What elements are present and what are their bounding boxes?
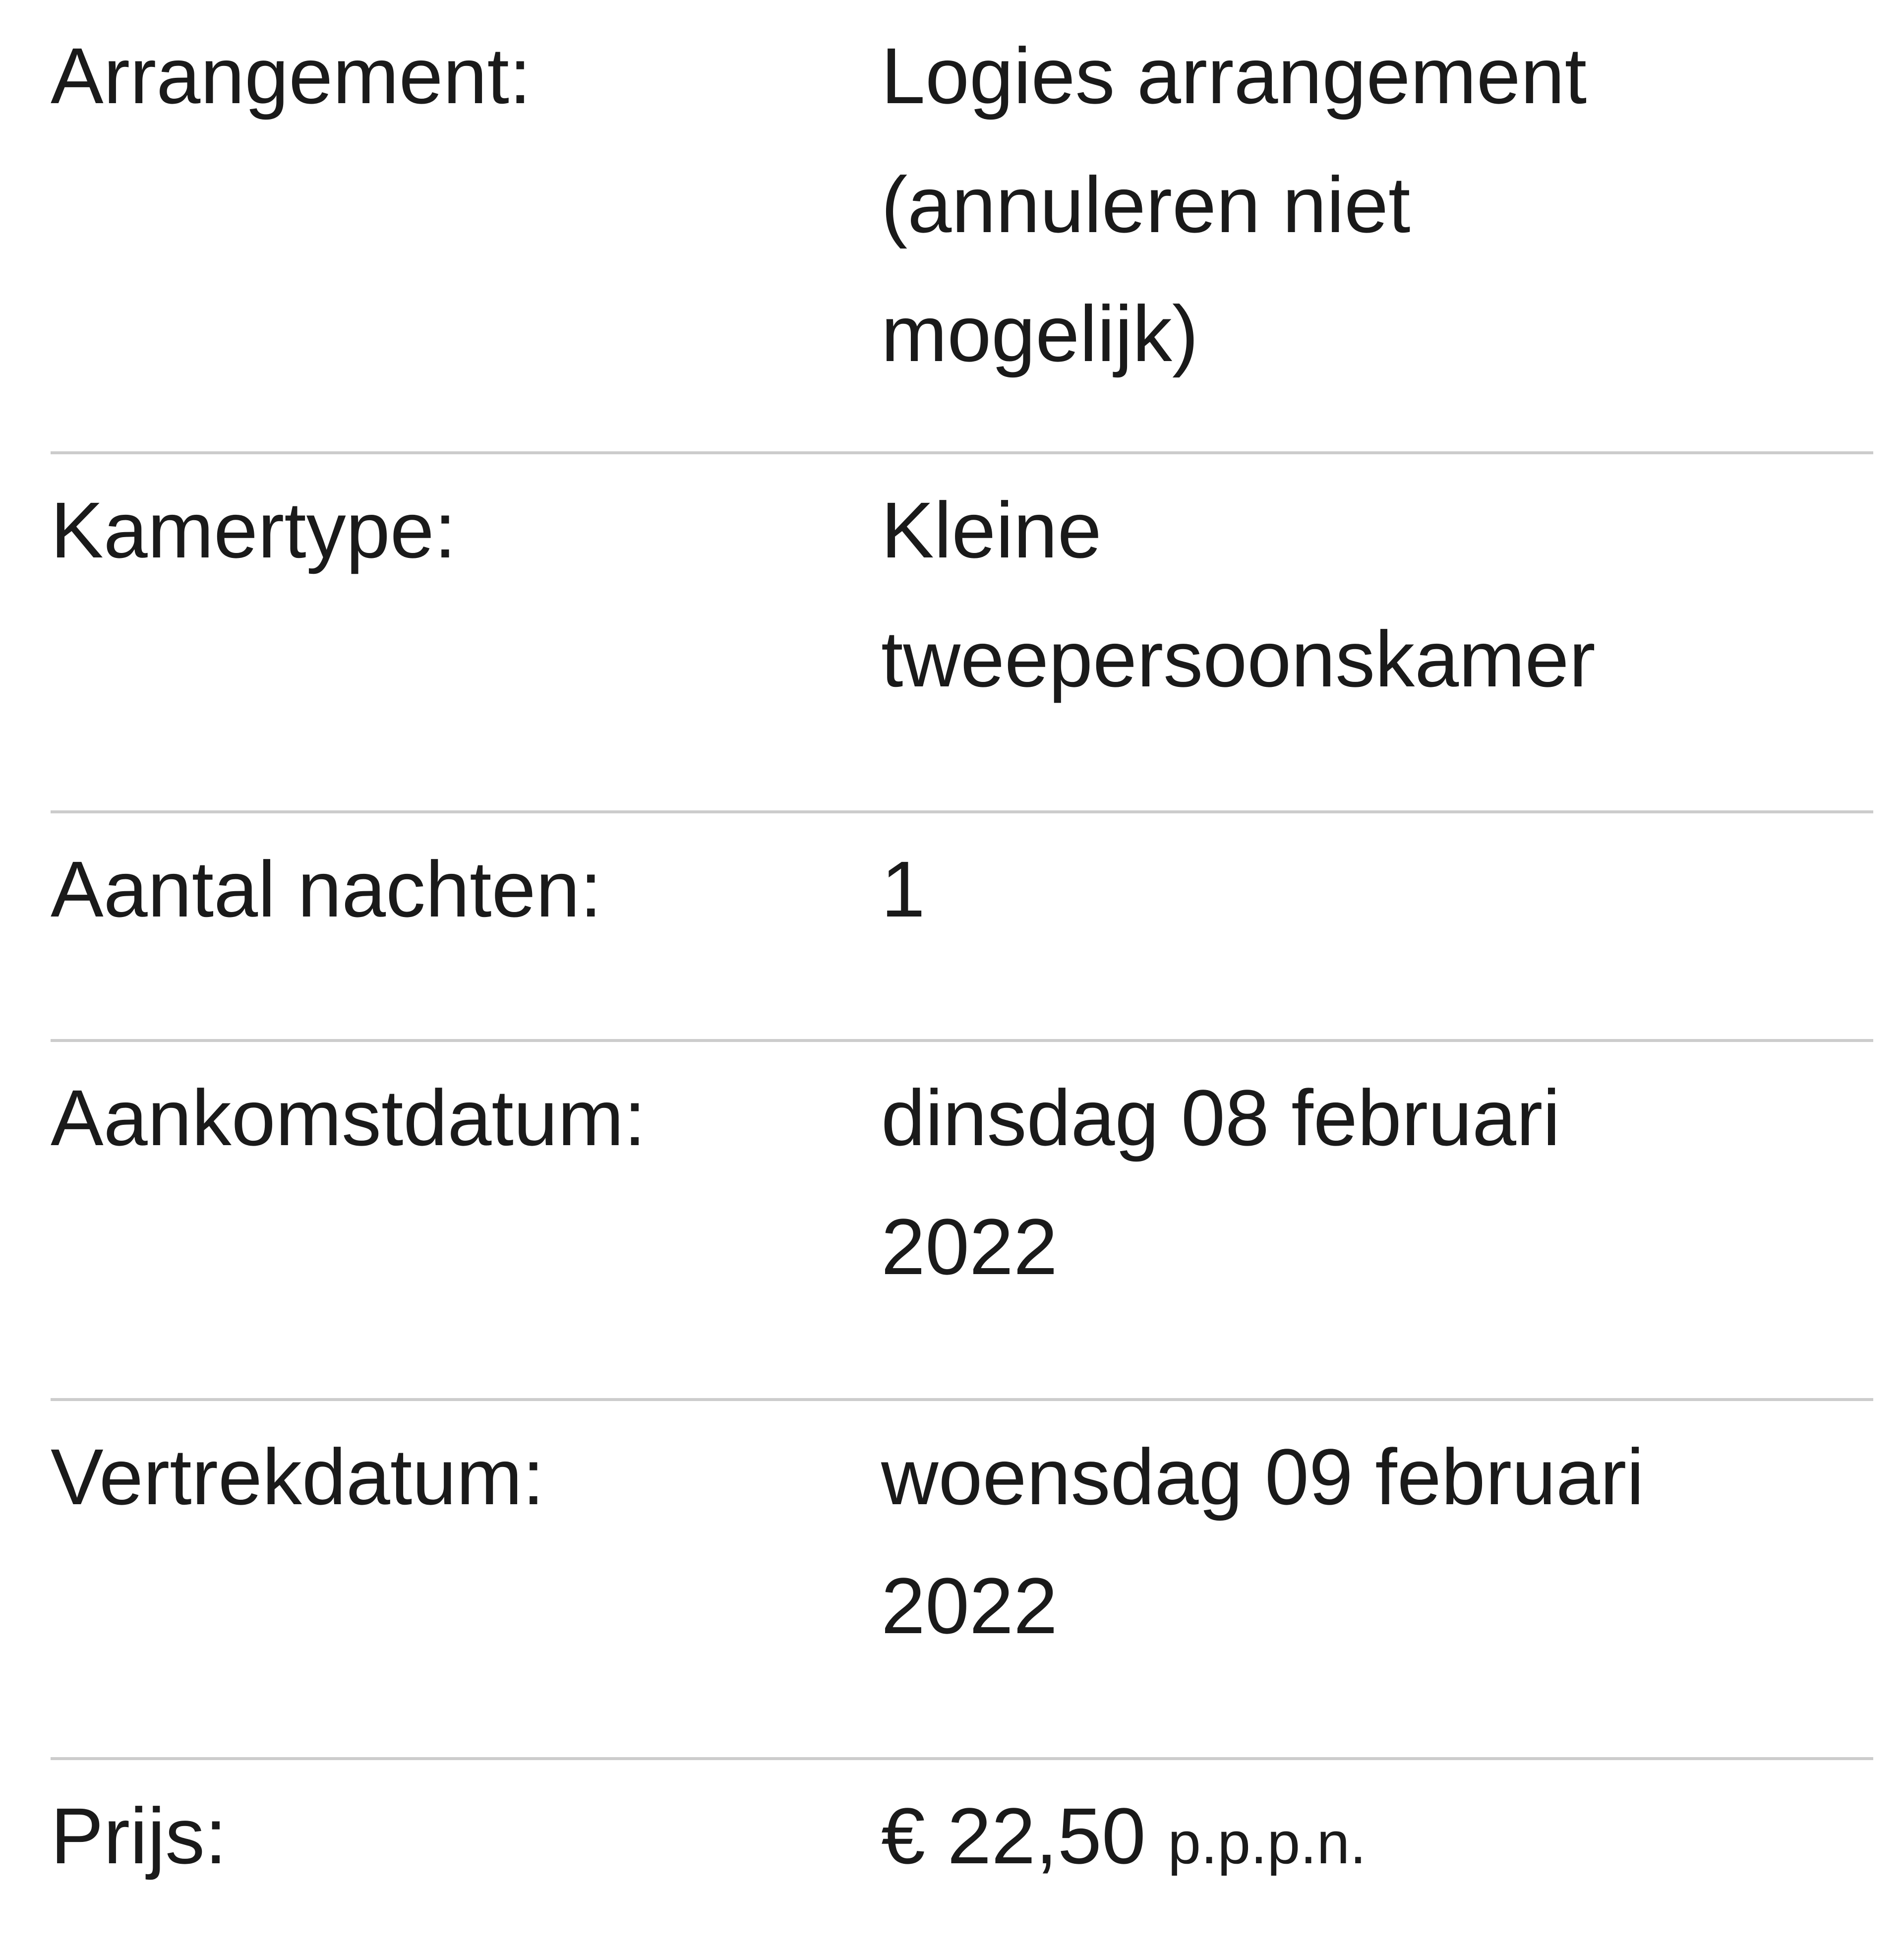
departure-date-value-line: 2022: [881, 1561, 1058, 1650]
room-type-value-line: Kleine: [881, 486, 1102, 574]
arrival-date-label: Aankomstdatum:: [51, 1073, 646, 1162]
price-unit-suffix: p.p.p.n.: [1168, 1810, 1367, 1876]
nights-value: [881, 813, 1873, 1039]
detail-row-price: [51, 1760, 1873, 1957]
arrangement-label: Arrangement:: [51, 31, 532, 120]
price-label: Prijs:: [51, 1791, 227, 1880]
room-type-value: [881, 454, 1873, 810]
arrangement-value-line: mogelijk): [881, 289, 1199, 378]
arrangement-value-line: (annuleren niet: [881, 160, 1411, 249]
room-type-value-line: tweepersoonskamer: [881, 614, 1596, 703]
departure-date-value: [881, 1401, 1873, 1757]
arrival-date-value: [881, 1042, 1873, 1398]
detail-row-arrival-date: [51, 1042, 1873, 1401]
detail-row-room-type: [51, 454, 1873, 813]
departure-date-value-line: woensdag 09 februari: [881, 1432, 1644, 1521]
arrival-date-value-line: dinsdag 08 februari: [881, 1073, 1560, 1162]
nights-value-line: 1: [881, 845, 925, 933]
detail-row-arrangement: [51, 0, 1873, 454]
nights-label: Aantal nachten:: [51, 845, 602, 933]
booking-details-table: [51, 0, 1873, 1957]
departure-date-label: Vertrekdatum:: [51, 1432, 545, 1521]
arrival-date-value-line: 2022: [881, 1202, 1058, 1291]
detail-row-nights: [51, 813, 1873, 1042]
arrangement-value-line: Logies arrangement: [881, 31, 1587, 120]
price-amount: € 22,50: [881, 1791, 1146, 1880]
room-type-label: Kamertype:: [51, 486, 457, 574]
detail-row-departure-date: [51, 1401, 1873, 1760]
price-value: [881, 1760, 1873, 1957]
arrangement-value: [881, 0, 1873, 451]
